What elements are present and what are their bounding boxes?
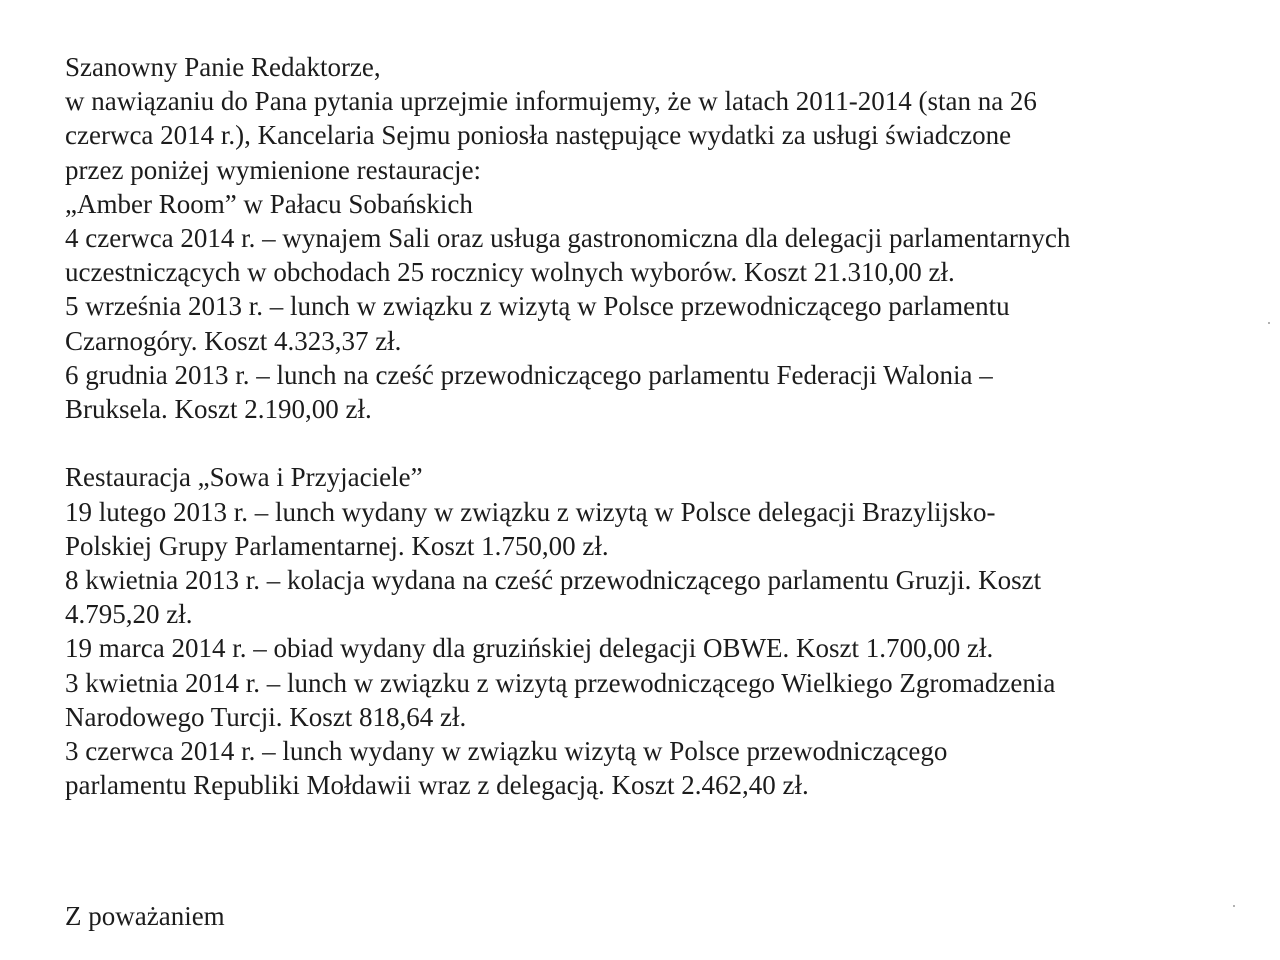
expense-line: Czarnogóry. Koszt 4.323,37 zł. [65,325,402,356]
expense-line: uczestniczących w obchodach 25 rocznicy wolnych wyborów. Koszt 21.310,00 zł. [65,257,955,288]
closing-phrase: Z poważaniem [65,901,225,931]
paragraph-gap [65,426,1255,460]
salutation: Szanowny Panie Redaktorze, [65,52,381,82]
expense-line: 6 grudnia 2013 r. – lunch na cześć przewodniczącego parlamentu Federacji Walonia – [65,359,993,390]
scan-speck [1268,322,1270,324]
expense-line: 3 kwietnia 2014 r. – lunch w związku z wizytą przewodniczącego Wielkiego Zgromadzenia [65,667,1056,698]
intro-line: czerwca 2014 r.), Kancelaria Sejmu poniosła następujące wydatki za usługi świadczone [65,120,1012,151]
expense-line: 4.795,20 zł. [65,599,193,630]
expense-line: parlamentu Republiki Mołdawii wraz z delegacją. Koszt 2.462,40 zł. [65,770,809,801]
expense-line: 19 lutego 2013 r. – lunch wydany w związku z wizytą w Polsce delegacji Brazylijsko- [65,496,996,527]
expense-line: 4 czerwca 2014 r. – wynajem Sali oraz usługa gastronomiczna dla delegacji parlamentarnych [65,223,1071,254]
expense-line: 19 marca 2014 r. – obiad wydany dla gruzińskiej delegacji OBWE. Koszt 1.700,00 zł. [65,633,994,664]
intro-line: przez poniżej wymienione restauracje: [65,154,482,185]
expense-line: Narodowego Turcji. Koszt 818,64 zł. [65,701,467,732]
expense-line: 5 września 2013 r. – lunch w związku z wizytą w Polsce przewodniczącego parlamentu [65,291,1010,322]
section-heading-sowa: Restauracja „Sowa i Przyjaciele” [65,462,423,493]
expense-line: Bruksela. Koszt 2.190,00 zł. [65,394,372,425]
expense-line: 3 czerwca 2014 r. – lunch wydany w związku wizytą w Polsce przewodniczącego [65,736,948,767]
section-heading-amber-room: „Amber Room” w Pałacu Sobańskich [65,188,473,219]
letter-body [65,50,1255,802]
intro-line: w nawiązaniu do Pana pytania uprzejmie informujemy, że w latach 2011-2014 (stan na 26 [65,86,1037,117]
expense-line: Polskiej Grupy Parlamentarnej. Koszt 1.750,00 zł. [65,530,609,561]
expense-line: 8 kwietnia 2013 r. – kolacja wydana na cześć przewodniczącego parlamentu Gruzji. Koszt [65,565,1042,596]
scan-speck [1233,905,1235,907]
